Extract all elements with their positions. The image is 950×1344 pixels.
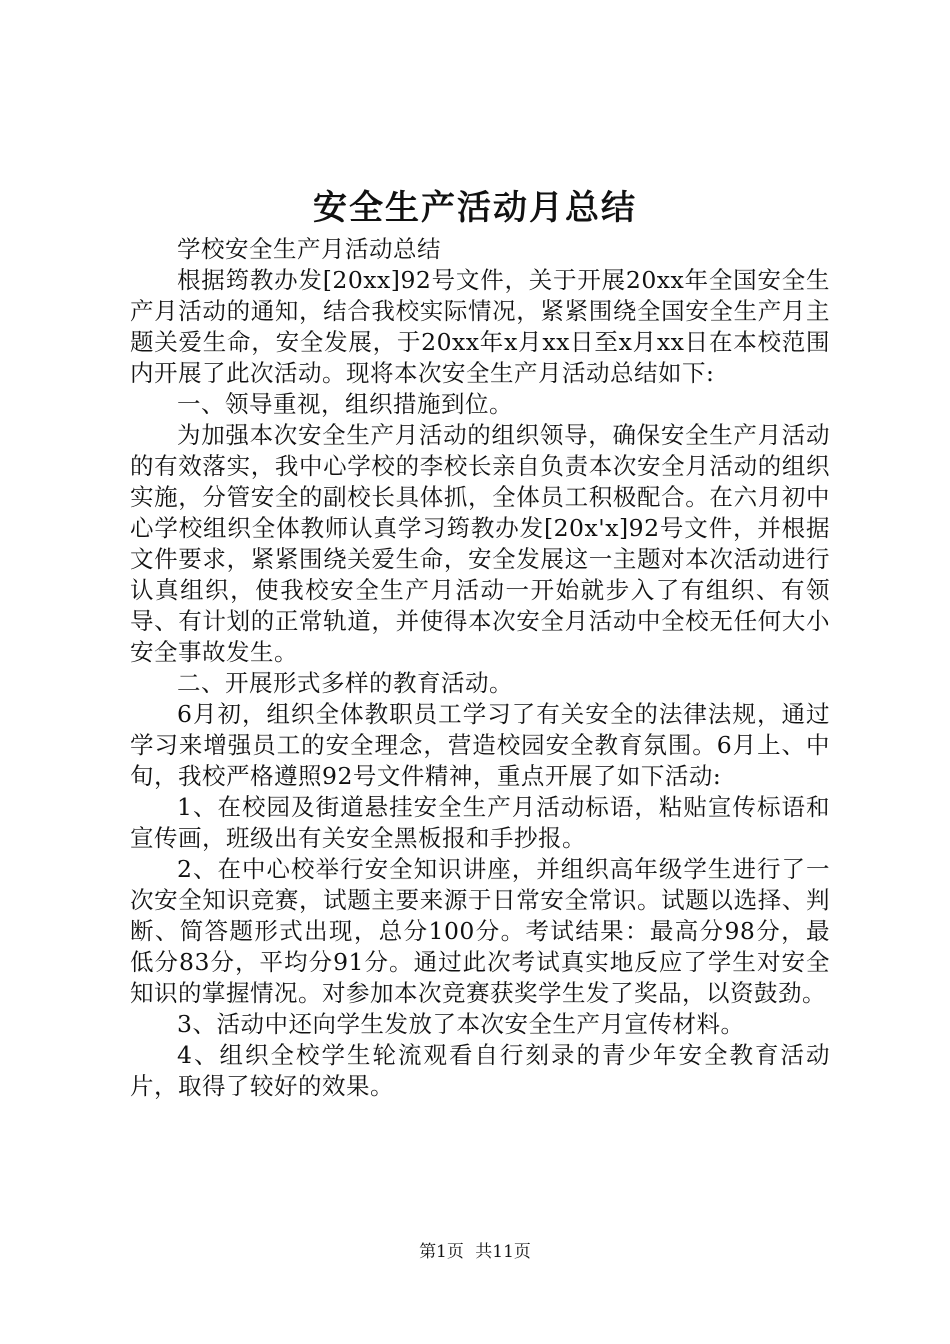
- document-title: 安全生产活动月总结: [313, 188, 637, 228]
- list-item-1: 1、在校园及街道悬挂安全生产月活动标语，粘贴宣传标语和宣传画，班级出有关安全黑板报和手抄报。: [130, 793, 830, 852]
- page-footer: [0, 1240, 950, 1264]
- paragraph-intro: 根据筠教办发[20xx]92号文件，关于开展20xx年全国安全生产月活动的通知，结合我校实际情况，紧紧围绕全国安全生产月主题关爱生命，安全发展，于20xx年x月xx日至x月xx日在本校范围内开展了此次活动。现将本次安全生产月活动总结如下:: [130, 266, 830, 387]
- section-heading-1: 一、领导重视，组织措施到位。: [177, 390, 513, 418]
- page-number: 第1页: [419, 1242, 464, 1262]
- list-item-4: 4、组织全校学生轮流观看自行刻录的青少年安全教育活动片，取得了较好的效果。: [130, 1041, 830, 1100]
- document-body: [130, 234, 830, 1102]
- paragraph-leadership: 为加强本次安全生产月活动的组织领导，确保安全生产月活动的有效落实，我中心学校的李校长亲自负责本次安全月活动的组织实施，分管安全的副校长具体抓，全体员工积极配合。在六月初中心学校组织全体教师认真学习筠教办发[20x'x]92号文件，并根据文件要求，紧紧围绕关爱生命，安全发展这一主题对本次活动进行认真组织，使我校安全生产月活动一开始就步入了有组织、有领导、有计划的正常轨道，并使得本次安全月活动中全校无任何大小安全事故发生。: [130, 421, 830, 666]
- list-item-2: 2、在中心校举行安全知识讲座，并组织高年级学生进行了一次安全知识竞赛，试题主要来源于日常安全常识。试题以选择、判断、简答题形式出现，总分100分。考试结果：最高分98分，最低分83分，平均分91分。通过此次考试真实地反应了学生对安全知识的掌握情况。对参加本次竞赛获奖学生发了奖品，以资鼓劲。: [130, 855, 830, 1007]
- section-heading-2: 二、开展形式多样的教育活动。: [177, 669, 513, 697]
- list-item-3: 3、活动中还向学生发放了本次安全生产月宣传材料。: [177, 1010, 745, 1038]
- page-total: 共11页: [475, 1242, 531, 1262]
- paragraph-activities: 6月初，组织全体教职员工学习了有关安全的法律法规，通过学习来增强员工的安全理念，营造校园安全教育氛围。6月上、中旬，我校严格遵照92号文件精神，重点开展了如下活动:: [130, 700, 830, 790]
- paragraph-subtitle: 学校安全生产月活动总结: [177, 235, 441, 263]
